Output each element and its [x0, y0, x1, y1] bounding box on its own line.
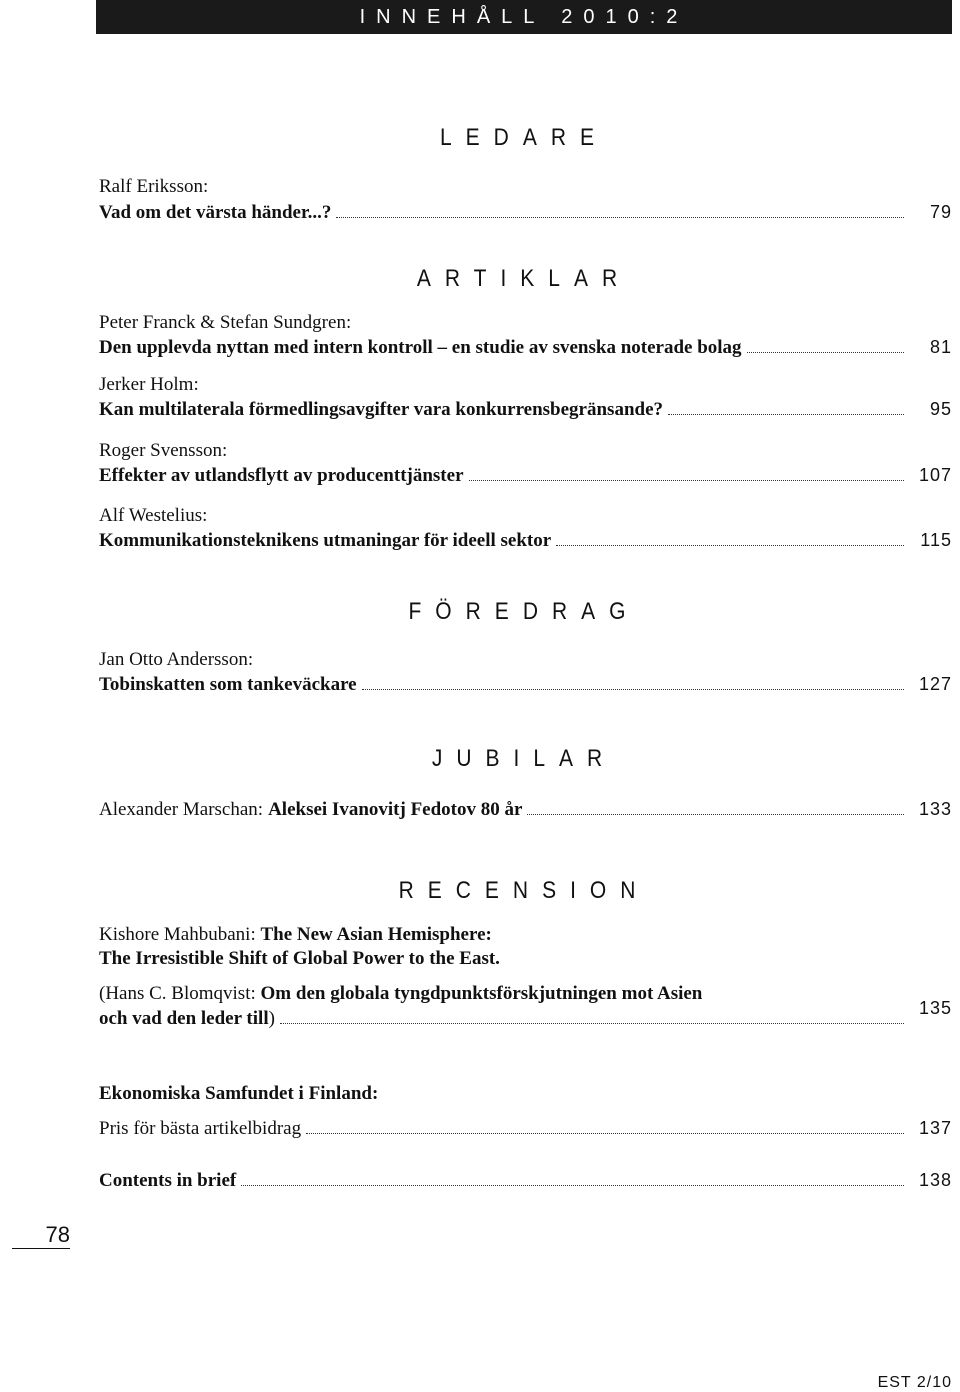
page-number: 135 — [918, 998, 952, 1018]
dot-leader — [527, 798, 904, 815]
entry-title[interactable]: Vad om det värsta händer...? — [99, 202, 332, 223]
entry-author: Alf Westelius: — [99, 505, 208, 526]
section-heading-foredrag: FÖREDRAG — [408, 598, 640, 625]
entry-author: Kishore Mahbubani: — [99, 924, 256, 945]
page-number: 138 — [918, 1170, 952, 1190]
page-folio: 78 — [12, 1222, 70, 1249]
page-number: 133 — [918, 799, 952, 819]
entry-author: Peter Franck & Stefan Sundgren: — [99, 312, 352, 333]
page-number: 81 — [929, 337, 952, 357]
dot-leader — [280, 1007, 904, 1024]
page-number: 107 — [918, 465, 952, 485]
dot-leader — [469, 464, 905, 481]
section-heading-artiklar: ARTIKLAR — [416, 265, 632, 292]
entry-title[interactable]: Pris för bästa artikelbidrag — [99, 1118, 302, 1139]
toc-entry[interactable] — [99, 1169, 952, 1191]
toc-entry[interactable] — [99, 201, 952, 223]
dot-leader — [241, 1169, 904, 1186]
page-number: 137 — [918, 1118, 952, 1138]
section-heading-recension: RECENSION — [398, 877, 650, 904]
toc-entry[interactable] — [99, 798, 952, 820]
section-heading-jubilar: JUBILAR — [431, 745, 617, 772]
entry-title[interactable]: Kan multilaterala förmedlingsavgifter vara konkurrensbegränsande? — [99, 399, 664, 420]
entry-title[interactable]: Contents in brief — [99, 1170, 237, 1191]
dot-leader — [362, 673, 904, 690]
closing-paren: ) — [268, 1008, 275, 1029]
entry-author: Roger Svensson: — [99, 440, 228, 461]
review-book — [99, 924, 492, 946]
toc-entry[interactable] — [99, 336, 952, 358]
entry-author: Jerker Holm: — [99, 374, 199, 395]
dot-leader — [747, 336, 904, 353]
society-heading: Ekonomiska Samfundet i Finland: — [99, 1083, 379, 1104]
page-number: 127 — [918, 674, 952, 694]
entry-title[interactable]: Effekter av utlandsflytt av producenttjänster — [99, 465, 464, 486]
reviewer-name: (Hans C. Blomqvist: — [99, 983, 256, 1004]
toc-entry[interactable] — [99, 998, 952, 1029]
entry-title[interactable]: Tobinskatten som tankeväckare — [99, 674, 357, 695]
page-number: 79 — [929, 202, 952, 222]
entry-author: Ralf Eriksson: — [99, 176, 209, 197]
entry-title[interactable]: Den upplevda nyttan med intern kontroll – en studie av svenska noterade bolag — [99, 337, 742, 358]
dot-leader — [668, 398, 904, 415]
entry-author: Alexander Marschan: — [99, 799, 264, 820]
entry-title[interactable]: Aleksei Ivanovitj Fedotov 80 år — [268, 799, 523, 820]
contents-header: INNEHÅLL 2010:2 — [96, 0, 952, 34]
section-heading-ledare: LEDARE — [439, 124, 609, 151]
entry-author: Jan Otto Andersson: — [99, 649, 254, 670]
review-title-continued[interactable]: och vad den leder till — [99, 1008, 269, 1029]
toc-entry[interactable] — [99, 1117, 952, 1139]
page-number: 95 — [929, 399, 952, 419]
entry-title[interactable]: The New Asian Hemisphere: — [260, 924, 492, 945]
page-number: 115 — [920, 530, 952, 550]
dot-leader — [306, 1117, 904, 1134]
journal-footer: EST 2/10 — [877, 1374, 952, 1391]
dot-leader — [336, 201, 904, 218]
toc-entry[interactable] — [99, 529, 952, 551]
toc-entry[interactable] — [99, 398, 952, 420]
dot-leader — [556, 529, 904, 546]
reviewer-line — [99, 983, 702, 1005]
toc-entry[interactable] — [99, 464, 952, 486]
review-title[interactable]: Om den globala tyngdpunktsförskjutningen mot Asien — [260, 983, 703, 1004]
entry-title[interactable]: Kommunikationsteknikens utmaningar för ideell sektor — [99, 530, 552, 551]
entry-title-continued[interactable]: The Irresistible Shift of Global Power to the East. — [99, 948, 500, 969]
toc-entry[interactable] — [99, 673, 952, 695]
